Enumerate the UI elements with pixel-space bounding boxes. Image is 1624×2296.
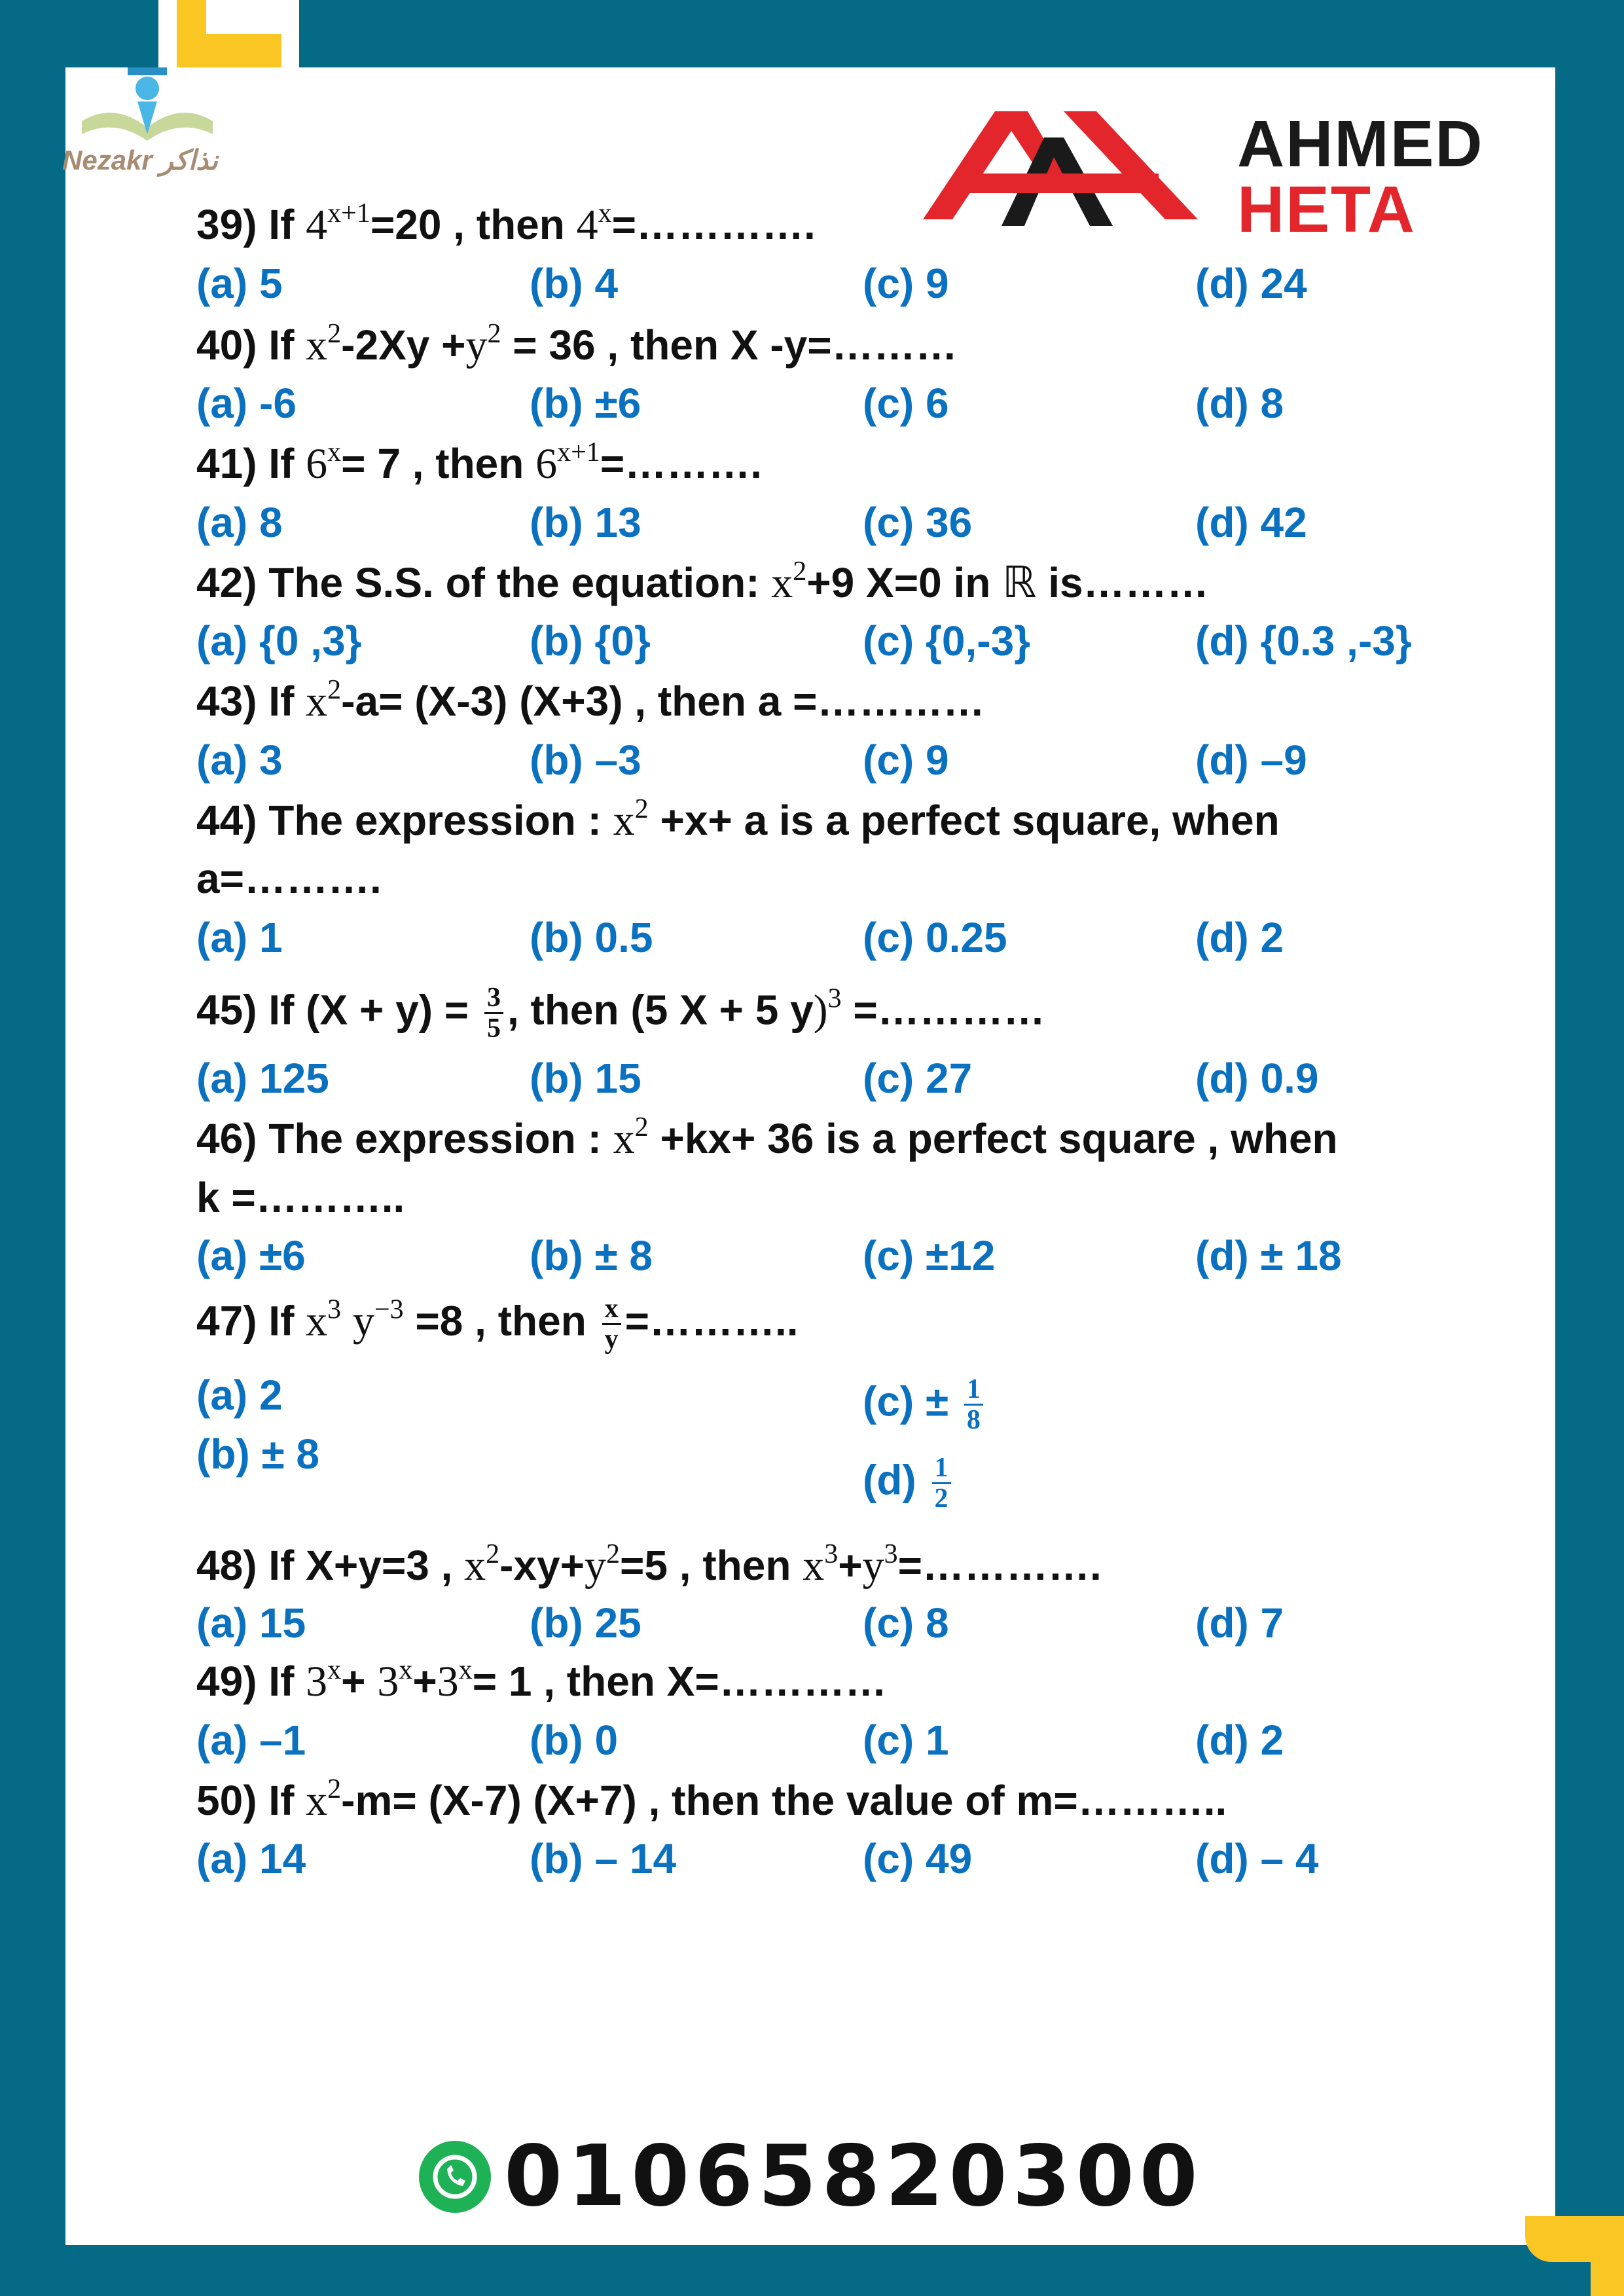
answer-option-label: (a) 1 xyxy=(196,914,283,961)
question-text-part: =…………. xyxy=(611,201,816,248)
answer-option-label: (c) {0,-3} xyxy=(863,617,1031,665)
answer-option[interactable] xyxy=(196,1053,329,1103)
question-text-part: + xyxy=(838,1542,863,1589)
question-text-part: 47) If xyxy=(196,1297,306,1345)
question-text xyxy=(196,200,816,250)
answer-option[interactable] xyxy=(530,616,651,666)
answer-option-label: (a) -6 xyxy=(196,380,297,427)
answer-option-label: (a) 2 xyxy=(196,1372,283,1419)
answer-option[interactable] xyxy=(196,1429,319,1479)
answer-option-label: (b) –3 xyxy=(530,737,641,784)
question-text-part: 43) If xyxy=(196,678,306,725)
corner-accent-bottom-stem xyxy=(1591,2252,1624,2296)
exponent: 2 xyxy=(634,1112,649,1142)
answer-option-label: (c) ± xyxy=(863,1377,960,1425)
ahmed-heta-mark-icon xyxy=(923,111,1211,242)
exponent: 3 xyxy=(327,1294,342,1325)
answer-option-label: (d) 2 xyxy=(1195,1717,1284,1764)
answer-option[interactable] xyxy=(196,1715,306,1765)
answer-option-label: (d) 42 xyxy=(1195,499,1307,546)
question-text-part: 46) The expression : xyxy=(196,1115,613,1162)
answer-option-label: (d) {0.3 ,-3} xyxy=(1195,617,1412,665)
answer-option[interactable] xyxy=(196,1834,306,1884)
exponent: x xyxy=(399,1655,413,1685)
frame-bottom xyxy=(0,2245,1624,2296)
answer-option[interactable] xyxy=(530,1715,618,1765)
answer-option[interactable] xyxy=(1195,498,1307,547)
question-text-part: 42) The S.S. of the equation: xyxy=(196,559,772,606)
exponent: 2 xyxy=(327,319,342,349)
exponent: 3 xyxy=(884,1539,898,1569)
fraction xyxy=(932,1453,951,1513)
math-symbol: y xyxy=(862,1542,884,1590)
answer-option-label: (b) 15 xyxy=(530,1055,641,1102)
answer-option-label: (a) 15 xyxy=(196,1599,306,1647)
math-symbol: x xyxy=(464,1542,486,1590)
math-symbol: y xyxy=(352,1297,374,1345)
answer-option[interactable] xyxy=(1195,378,1284,428)
exponent: 3 xyxy=(824,1539,839,1569)
answer-option-label: (a) ±6 xyxy=(196,1232,306,1279)
question-text-part: =……….. xyxy=(624,1297,799,1345)
question-text-part: 48) If X+y=3 , xyxy=(196,1542,465,1589)
question-text-part: =20 , then xyxy=(370,201,577,248)
logo-ahmed: AHMED xyxy=(1237,107,1484,181)
question-text-part: =………. xyxy=(600,440,762,487)
question-text-part: =5 , then xyxy=(620,1542,803,1589)
answer-option-label: (b) ±6 xyxy=(530,380,641,427)
answer-option[interactable] xyxy=(530,735,641,785)
exponent: x+1 xyxy=(327,198,370,228)
math-symbol: 6 xyxy=(535,440,558,488)
question-text-part: 40) If xyxy=(196,321,306,369)
math-symbol: ) xyxy=(813,986,828,1034)
question-text xyxy=(196,1294,799,1354)
answer-option-label: (a) 14 xyxy=(196,1835,306,1882)
question-text-part: +kx+ 36 is a perfect square , when xyxy=(648,1115,1338,1162)
question-text xyxy=(196,1656,887,1707)
fraction-numerator: x xyxy=(602,1294,621,1325)
nezakr-logo xyxy=(56,62,245,187)
question-text-part: 50) If xyxy=(196,1777,306,1824)
exponent: 2 xyxy=(327,675,342,705)
question-text-part xyxy=(341,1297,353,1344)
fraction-numerator: 1 xyxy=(964,1375,983,1406)
question-text-part: =8 , then xyxy=(403,1297,598,1345)
exponent: x xyxy=(598,198,612,228)
question-text-continued: a=………. xyxy=(196,855,382,902)
answer-option[interactable] xyxy=(863,1598,949,1648)
answer-option[interactable] xyxy=(863,913,1007,962)
exponent: x xyxy=(458,1655,473,1685)
exponent: 2 xyxy=(606,1539,620,1569)
answer-option-label: (c) 49 xyxy=(863,1835,973,1882)
answer-option[interactable] xyxy=(863,259,949,308)
answer-option-label: (b) – 14 xyxy=(530,1835,677,1882)
question-text-part: + xyxy=(341,1658,378,1705)
answer-option[interactable] xyxy=(196,259,283,308)
question-text-part: -2Xy + xyxy=(341,321,466,369)
fraction-denominator: 2 xyxy=(934,1484,948,1514)
answer-option[interactable] xyxy=(1195,735,1307,785)
question-text xyxy=(196,676,984,727)
exponent: 2 xyxy=(486,1539,500,1569)
math-symbol: x xyxy=(613,797,635,845)
exponent: 2 xyxy=(793,556,807,587)
answer-option[interactable] xyxy=(863,616,1030,666)
exponent: 2 xyxy=(487,319,501,349)
exponent: 3 xyxy=(827,983,842,1014)
answer-option-label: (b) 13 xyxy=(530,499,641,546)
question-text-part: + xyxy=(412,1658,437,1705)
question-text xyxy=(196,795,1280,846)
exponent: x xyxy=(327,1655,342,1685)
answer-option-label: (d) ± 18 xyxy=(1195,1232,1342,1279)
exponent: −3 xyxy=(374,1294,404,1325)
question-text-continued: k =……….. xyxy=(196,1174,405,1221)
answer-option[interactable] xyxy=(863,1834,972,1884)
answer-option-label: (c) 36 xyxy=(863,499,973,546)
answer-option-label: (a) 125 xyxy=(196,1055,329,1102)
question-text-part: 41) If xyxy=(196,440,306,487)
math-symbol: x xyxy=(771,559,793,607)
frame-right xyxy=(1555,0,1624,2296)
answer-option-label: (c) 27 xyxy=(863,1055,973,1102)
answer-option-label: (c) 8 xyxy=(863,1599,949,1647)
question-text-part: 49) If xyxy=(196,1658,306,1705)
question-text-part: = 36 , then X -y=……… xyxy=(501,321,958,369)
answer-option[interactable] xyxy=(530,498,641,547)
math-symbol: 4 xyxy=(576,201,598,249)
answer-option[interactable] xyxy=(530,1834,676,1884)
question-text-part: 44) The expression : xyxy=(196,797,613,844)
answer-option-label: (a) 8 xyxy=(196,499,283,546)
answer-option-label: (a) {0 ,3} xyxy=(196,617,362,665)
exponent: x xyxy=(327,437,342,467)
fraction-numerator: 1 xyxy=(932,1453,951,1484)
question-text-part: is……… xyxy=(1036,559,1209,606)
answer-option[interactable] xyxy=(530,1053,641,1103)
answer-option[interactable] xyxy=(530,378,641,428)
question-text-part: +9 X=0 in xyxy=(806,559,1003,606)
logo-heta: HETA xyxy=(1237,173,1416,246)
answer-option[interactable] xyxy=(196,378,297,428)
math-symbol: x xyxy=(306,678,328,725)
math-symbol: x xyxy=(306,1297,328,1345)
question-text-part: -m= (X-7) (X+7) , then the value of m=……….. xyxy=(341,1777,1227,1824)
answer-option-label: (c) 9 xyxy=(863,737,949,784)
answer-option-label: (d) 24 xyxy=(1195,260,1307,307)
math-symbol: y xyxy=(585,1542,606,1590)
answer-option-label: (c) ±12 xyxy=(863,1232,996,1279)
answer-option[interactable] xyxy=(1195,259,1307,308)
answer-option[interactable] xyxy=(863,1375,987,1434)
question-text xyxy=(196,1114,1338,1164)
answer-option-label: (d) 8 xyxy=(1195,380,1284,427)
answer-option[interactable] xyxy=(1195,1834,1318,1884)
answer-option[interactable] xyxy=(196,1370,283,1420)
question-text-part: = 1 , then X=………… xyxy=(472,1658,887,1705)
answer-option[interactable] xyxy=(1195,1231,1342,1281)
fraction-denominator: 8 xyxy=(966,1405,981,1435)
answer-option-label: (d) 0.9 xyxy=(1195,1055,1319,1102)
question-text-part: = 7 , then xyxy=(341,440,536,487)
answer-option-label: (b) {0} xyxy=(530,617,651,665)
fraction-numerator: 3 xyxy=(484,983,503,1014)
answer-option[interactable] xyxy=(1195,913,1284,962)
fraction-denominator: 5 xyxy=(486,1013,501,1044)
answer-option-label: (a) 5 xyxy=(196,260,283,307)
answer-option-label: (b) 0 xyxy=(530,1717,619,1764)
answer-option[interactable] xyxy=(196,735,283,785)
answer-option-label: (b) 0.5 xyxy=(530,914,653,961)
answer-option[interactable] xyxy=(863,498,972,547)
answer-option-label: (c) 0.25 xyxy=(863,914,1007,961)
math-symbol: 3 xyxy=(437,1658,459,1705)
answer-option-label: (c) 6 xyxy=(863,380,949,427)
answer-option[interactable] xyxy=(1195,1715,1284,1765)
book-graduate-icon xyxy=(56,62,245,147)
answer-option[interactable] xyxy=(196,913,283,962)
answer-option[interactable] xyxy=(863,1715,949,1765)
fraction xyxy=(484,983,503,1043)
ahmed-heta-logo xyxy=(923,107,1525,246)
answer-option-label: (b) 4 xyxy=(530,260,619,307)
math-symbol: x xyxy=(803,1542,825,1590)
answer-option[interactable] xyxy=(863,735,949,785)
math-symbol: x xyxy=(613,1115,635,1163)
answer-option-label: (b) 25 xyxy=(530,1599,641,1647)
answer-option-label: (b) ± 8 xyxy=(196,1430,319,1478)
answer-option[interactable] xyxy=(530,259,618,308)
fraction-denominator: y xyxy=(604,1324,619,1355)
math-symbol: y xyxy=(465,321,488,369)
answer-option-label: (b) ± 8 xyxy=(530,1232,653,1279)
answer-option[interactable] xyxy=(1195,616,1412,666)
answer-option[interactable] xyxy=(196,1231,306,1281)
math-symbol: 3 xyxy=(377,1658,399,1705)
question-text xyxy=(196,1540,1102,1591)
answer-option[interactable] xyxy=(863,1053,972,1103)
question-text-part: -a= (X-3) (X+3) , then a =………… xyxy=(341,678,985,725)
answer-option[interactable] xyxy=(196,1598,306,1648)
question-text-part: =………… xyxy=(841,986,1045,1034)
math-symbol: ℝ xyxy=(1002,559,1037,607)
frame-left xyxy=(0,0,65,2296)
answer-option-label: (d) xyxy=(863,1456,928,1504)
answer-option-label: (d) 7 xyxy=(1195,1599,1284,1647)
answer-option-label: (c) 1 xyxy=(863,1717,949,1764)
question-text-part: +x+ a is a perfect square, when xyxy=(648,797,1280,844)
contact-phone xyxy=(419,2128,1203,2225)
answer-option-label: (c) 9 xyxy=(863,260,949,307)
question-text-part: 45) If (X + y) = xyxy=(196,986,480,1034)
fraction xyxy=(964,1375,983,1434)
question-text xyxy=(196,558,1209,608)
question-text xyxy=(196,320,958,371)
answer-option[interactable] xyxy=(530,1231,653,1281)
answer-option-label: (d) – 4 xyxy=(1195,1835,1319,1882)
answer-option[interactable] xyxy=(530,913,653,962)
question-text-part: 39) If xyxy=(196,201,306,248)
answer-option-label: (a) 3 xyxy=(196,737,283,784)
exponent: 2 xyxy=(327,1774,342,1804)
question-text-part: =…………. xyxy=(897,1542,1102,1589)
exponent: 2 xyxy=(634,794,649,824)
answer-option-label: (a) –1 xyxy=(196,1717,306,1764)
math-symbol: 6 xyxy=(306,440,328,488)
question-text-part: -xy+ xyxy=(499,1542,585,1589)
nezakr-logo-text: Nezakr نذاكر xyxy=(62,145,218,175)
fraction xyxy=(602,1294,621,1354)
question-text-part: , then (5 X + 5 y xyxy=(507,986,814,1034)
answer-option[interactable] xyxy=(530,1598,641,1648)
answer-option-label: (d) –9 xyxy=(1195,737,1307,784)
answer-option[interactable] xyxy=(1195,1053,1318,1103)
answer-option-label: (d) 2 xyxy=(1195,914,1284,961)
math-symbol: 3 xyxy=(306,1658,328,1705)
question-text xyxy=(196,1776,1227,1826)
question-text xyxy=(196,439,762,489)
answer-option[interactable] xyxy=(863,1231,995,1281)
phone-number: 01065820300 xyxy=(504,2128,1203,2225)
answer-option[interactable] xyxy=(1195,1598,1284,1648)
whatsapp-icon xyxy=(419,2141,491,2213)
math-symbol: x xyxy=(306,321,328,369)
answer-option[interactable] xyxy=(863,1453,955,1513)
math-symbol: 4 xyxy=(306,201,328,249)
exponent: x+1 xyxy=(557,437,600,467)
question-text xyxy=(196,983,1045,1043)
answer-option[interactable] xyxy=(863,378,949,428)
math-symbol: x xyxy=(306,1777,328,1825)
answer-option[interactable] xyxy=(196,616,362,666)
answer-option[interactable] xyxy=(196,498,283,547)
